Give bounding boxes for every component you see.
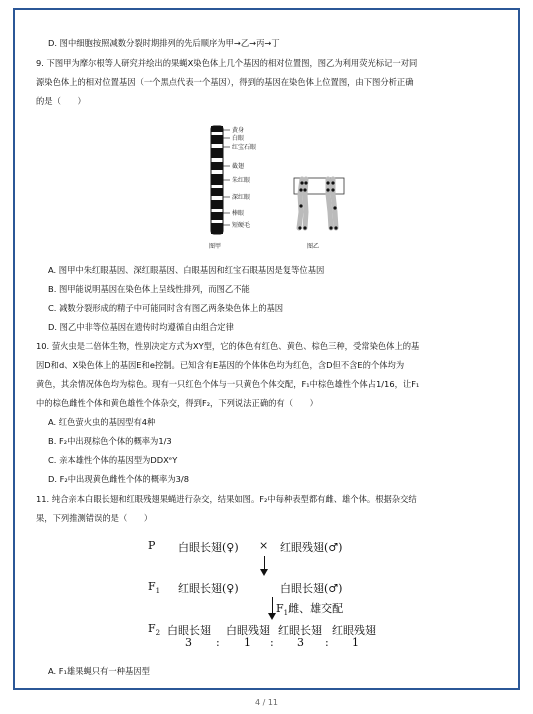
q9-stem-line3: 的是（ ）	[36, 96, 86, 106]
ratio-colon: :	[216, 636, 220, 649]
gene-label: 短硬毛	[232, 222, 251, 229]
f1-female-phenotype: 红眼长翅(♀)	[178, 582, 239, 595]
f2-phenotype: 红眼长翅	[278, 624, 322, 637]
figure-label-yi: 图乙	[307, 243, 320, 250]
f2-ratio: 1	[352, 636, 359, 649]
p-female-phenotype: 白眼长翅(♀)	[178, 541, 239, 554]
q10-stem-line2: 因D和d、X染色体上的基因E和e控制。已知含有E基因的个体体色均为红色，含D但不含E的个体均为	[36, 360, 405, 370]
q10-option-b: B. F₂中出现棕色个体的概率为1/3	[48, 436, 172, 446]
q8-option-d: D. 图中细胞按照减数分裂时期排列的先后顺序为甲→乙→丙→丁	[48, 38, 280, 48]
q10-option-c: C. 亲本雄性个体的基因型为DDXᵉY	[48, 455, 178, 465]
q10-option-a: A. 红色萤火虫的基因型有4种	[48, 417, 156, 427]
q11-stem-line1: 11. 纯合亲本白眼长翅和红眼残翅果蝇进行杂交，结果如图。F₂中每种表型都有雌、雄个体。根据杂交结	[36, 494, 417, 504]
f2-ratio: 1	[244, 636, 251, 649]
gene-label: 朱红眼	[232, 177, 251, 184]
q10-stem-line4: 中的棕色雌性个体和黄色雄性个体杂交，得到F₂，下列说法正确的有（ ）	[36, 398, 318, 408]
q9-option-a: A. 图甲中朱红眼基因、深红眼基因、白眼基因和红宝石眼基因是复等位基因	[48, 265, 325, 275]
q11-option-a: A. F₁雄果蝇只有一种基因型	[48, 666, 150, 676]
q11-stem-line2: 果，下列推测错误的是（ ）	[36, 513, 153, 523]
page-number: 4 / 11	[254, 698, 279, 707]
chromosome-figure	[206, 124, 356, 252]
q9-option-b: B. 图甲能说明基因在染色体上呈线性排列，而图乙不能	[48, 284, 250, 294]
arrow-f1-to-f2	[272, 597, 273, 614]
gene-label: 红宝石眼	[232, 144, 257, 151]
q9-option-c: C. 减数分裂形成的精子中可能同时含有图乙两条染色体上的基因	[48, 303, 284, 313]
arrow-head	[260, 569, 268, 576]
f2-generation-label: $F_2$	[148, 622, 161, 638]
arrow-p-to-f1	[264, 556, 265, 570]
figure-label-jia: 图甲	[209, 243, 222, 250]
q9-stem-line2: 源染色体上的相对位置基因（一个黑点代表一个基因），得到的基因在染色体上位置图，由下图分析正确	[36, 77, 414, 87]
q9-stem-line1: 9. 下图甲为摩尔根等人研究并绘出的果蝇X染色体上几个基因的相对位置图，图乙为利用荧光标记一对同	[36, 58, 418, 68]
chromosome-pair-yi	[294, 178, 344, 230]
f2-ratio: 3	[185, 636, 192, 649]
q10-stem-line3: 黄色，其余情况体色均为棕色。现有一只红色个体与一只黄色个体交配，F₁中棕色雄性个体占1/16，让F₁	[36, 379, 420, 389]
ratio-colon: :	[325, 636, 329, 649]
cross-sign: ×	[259, 539, 269, 552]
f2-phenotype: 白眼残翅	[226, 624, 270, 637]
f2-phenotype: 白眼长翅	[167, 624, 211, 637]
gene-label: 黄身	[232, 127, 245, 134]
f1-generation-label: $F_1$	[148, 580, 161, 596]
gene-label: 白眼	[232, 135, 245, 142]
f1-male-phenotype: 白眼长翅(♂)	[280, 582, 343, 595]
q9-option-d: D. 图乙中非等位基因在遗传时均遵循自由组合定律	[48, 322, 234, 332]
q10-stem-line1: 10. 萤火虫是二倍体生物，性别决定方式为XY型，它的体色有红色、黄色、棕色三种，受常染色体上的基	[36, 341, 420, 351]
p-generation-label: P	[148, 539, 156, 552]
f1-mating-label: $F_1$雌、雄交配	[276, 602, 344, 618]
gene-label: 深红眼	[232, 194, 251, 201]
q10-option-d: D. F₂中出现黄色雌性个体的概率为3/8	[48, 474, 189, 484]
ratio-colon: :	[270, 636, 274, 649]
gene-label: 棒眼	[232, 210, 245, 217]
f2-phenotype: 红眼残翅	[332, 624, 376, 637]
p-male-phenotype: 红眼残翅(♂)	[280, 541, 343, 554]
chromosome-bar-jia	[211, 126, 230, 234]
f2-ratio: 3	[297, 636, 304, 649]
gene-label: 截翅	[232, 163, 245, 170]
arrow-head	[268, 613, 276, 620]
